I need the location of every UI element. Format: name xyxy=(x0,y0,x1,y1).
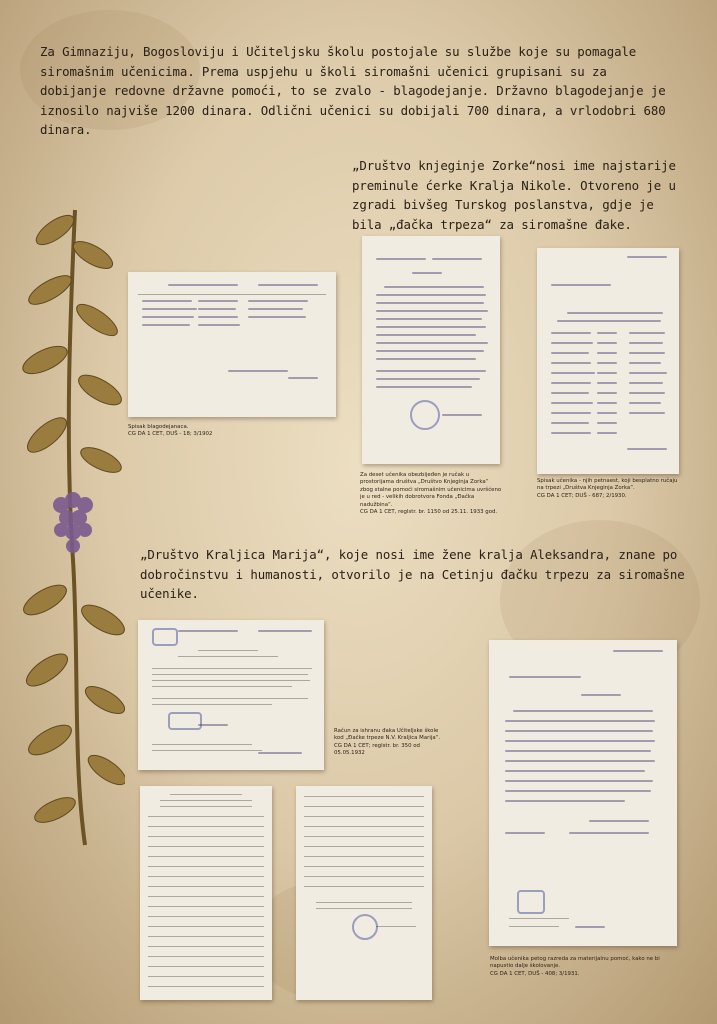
caption-doc4: Račun za ishranu đaka Učiteljske škole kod „Đačke trpeze N.V. Kraljica Marija“. CG DA 1 CET; reglstr. br. 350 od 05.05.1932 xyxy=(334,728,441,757)
caption-doc2: Za deset učenika obezbijeđen je ručak u prostorijama društva „Društvo Knjeginja Zorka“ zbog stalne pomoći siromašnim učenicima uvršćeno je u red - velikih dobrotvora Fonda „Đačka nadužbina“. CG DA 1 CET, reglstr. br. 1150 od 25.11. 1933 god. xyxy=(360,472,502,516)
plant-ornament-icon xyxy=(15,200,125,850)
intro-paragraph: Za Gimnaziju, Bogosloviju i Učiteljsku školu postojale su službe koje su pomagale siromašnim učenicima. Prema uspjehu u školi siromašni učenici grupisani su za dobijanje redovne državne pomoći, to se zvalo - blagodejanje. Državno blagodejanje je iznosilo najviše 1200 dinara. Odlični učenici su dobijali 700 dinara, a vrlodobri 680 dinara. xyxy=(40,44,666,137)
document-blagodejanci-list xyxy=(128,272,336,417)
caption-doc3: Spisak učenika - njih petnaest, koji besplatno ručaju na trpezi „Društva Knjeginja Zorka“. CG DA 1 CET; DUŠ - 687; 2/1930. xyxy=(537,478,678,499)
document-table-1 xyxy=(140,786,272,1000)
caption-doc7: Molba učenika petog razreda za materijalnu pomoć, kako ne bi napustio dalje školovanje. CG DA 1 CET, DUŠ - 408; 3/1931. xyxy=(490,956,660,977)
document-zorka-letter xyxy=(362,236,500,464)
zorka-paragraph: „Društvo knjeginje Zorke“nosi ime najstarije preminule ćerke Kralja Nikole. Otvoreno je u zgradi bivšeg Turskog poslanstva, gdje je bila „đačka trpeza“ za siromašne đake. xyxy=(352,158,676,232)
marija-paragraph: „Društvo Kraljica Marija“, koje nosi ime žene kralja Aleksandra, znane po dobročinstvu i humanosti, otvorilo je na Cetinju đačku trpezu za siromašne učenike. xyxy=(140,547,685,601)
document-petition-letter xyxy=(489,640,677,946)
document-zorka-student-list xyxy=(537,248,679,474)
document-table-2 xyxy=(296,786,432,1000)
caption-doc1: Spisak blagodejanaca. CG DA 1 CET, DUŠ - 18; 3/1902 xyxy=(128,424,213,438)
document-marija-invoice xyxy=(138,620,324,770)
